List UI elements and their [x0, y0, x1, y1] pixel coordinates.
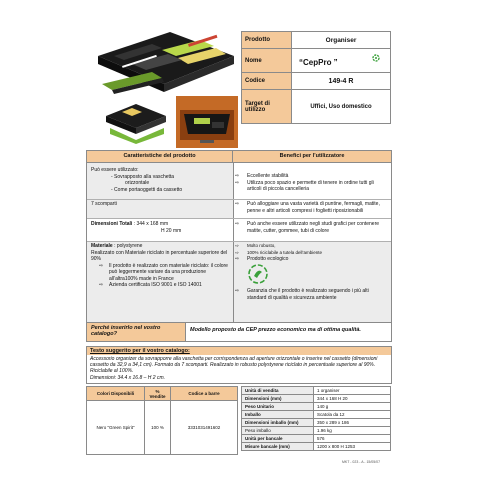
- benefit-text: Utilizza poco spazio e permette di tenere in ordine tutti gli articoli di piccola cancelleria: [247, 179, 374, 192]
- value-codice: 149-4 R: [292, 73, 391, 90]
- arrow-icon: ⇨: [235, 201, 240, 207]
- colors-cell: Nero “Green Spirit”: [87, 401, 145, 455]
- suggested-section: [86, 346, 392, 384]
- colors-cell: 100 %: [145, 401, 171, 455]
- logistics-label: Peso imballo: [242, 427, 314, 435]
- logistics-value: 1 organiser: [314, 387, 391, 395]
- feature-text: : polystyrene: [114, 243, 143, 249]
- features-header-right: Benefici per l’utilizzatore: [233, 151, 391, 163]
- feature-row3-left: [91, 221, 231, 234]
- benefit-text: 100% riciclabile a tutela dell’ambiente: [247, 249, 323, 255]
- benefit-text: Garanzia che il prodotto è realizzato seguendo i più alti standard di qualità e sicurezza ambiente: [247, 288, 369, 301]
- feature-text: Può essere utilizzato:: [91, 167, 139, 173]
- logistics-value: 1200 x 800 H 1253: [314, 443, 391, 451]
- logistics-value: 1.96 kg: [314, 427, 391, 435]
- logistics-table: [241, 386, 391, 451]
- logistics-label: Dimensioni (mm): [242, 395, 314, 403]
- logistics-value: 140 g: [314, 403, 391, 411]
- why-answer: [186, 322, 392, 342]
- feature-text: H 20 mm: [161, 227, 182, 234]
- benefit-row1: [235, 173, 389, 193]
- logistics-label: Misure bancale (mm): [242, 443, 314, 451]
- product-photo-stack: [102, 98, 170, 144]
- colors-table: [86, 386, 238, 455]
- why-question-text: Perché inserirlo nel vostro catalogo?: [91, 325, 161, 337]
- suggested-text: Accessorio organizer da sovrapporre alla vaschetta per corrispondenza ad aperture orizzontale o inserire nel cassetto (dimensioni cassetto da 32,9 a 34,1 cm). Formato da 7 scomparti. Realizzato in robusto polystyrene riciclato in percentuale superiore al 90%. Riciclabile al 100%.: [90, 356, 378, 374]
- logistics-label: Dimensioni imballo (mm): [242, 419, 314, 427]
- eco-logo-icon: [247, 263, 269, 285]
- footer-code: MKT - 023 - A - 15/05/07: [342, 460, 381, 464]
- benefit-text: Può anche essere utilizzato negli studi grafici per contenere matite, cutter, gommee, tubi di colore: [247, 221, 380, 234]
- product-info-table: [241, 31, 391, 124]
- arrow-icon: ⇨: [99, 262, 104, 269]
- feature-row2-left: 7 scomparti: [91, 201, 117, 207]
- arrow-icon: ⇨: [235, 173, 240, 179]
- feature-text: : 344 x 168 mm: [133, 221, 169, 227]
- why-answer-text: Modello proposto da CEP prezzo economico ma di ottima qualità.: [190, 327, 361, 333]
- benefit-text: Prodotto ecologico: [247, 256, 289, 262]
- benefit-row3: [235, 221, 389, 234]
- features-header-left: Caratteristiche del prodotto: [87, 151, 233, 163]
- value-prodotto: Organiser: [292, 32, 391, 49]
- benefit-row2: [235, 201, 389, 214]
- features-section: [86, 150, 392, 322]
- logistics-value: Scatola da 12: [314, 411, 391, 419]
- feature-text: orizzontale: [125, 180, 150, 186]
- benefit-text: Eccellente stabilità: [247, 173, 289, 179]
- suggested-title: Testo suggerito per il vostro catalogo:: [87, 347, 391, 355]
- logistics-value: 350 x 289 x 186: [314, 419, 391, 427]
- arrow-icon: ⇨: [235, 243, 239, 248]
- colors-header: Colori Disponibili: [87, 387, 145, 401]
- arrow-icon: ⇨: [235, 179, 240, 186]
- label-prodotto: Prodotto: [242, 32, 292, 49]
- benefit-text: Molto robusto,: [247, 243, 276, 248]
- logistics-label: Peso Unitario: [242, 403, 314, 411]
- arrow-icon: ⇨: [235, 288, 240, 294]
- feature-text: - Come portaoggetti da cassetto: [111, 186, 183, 193]
- logistics-label: Unità di vendita: [242, 387, 314, 395]
- recycle-logo-icon: [370, 52, 382, 64]
- feature-text: Il prodotto è realizzato con materiale riciclato: il colore può leggermente variare da una produzione all’altra100% made in France: [109, 262, 228, 282]
- label-nome: Nome: [242, 49, 292, 73]
- feature-text: - Sovrapposto alla vaschetta: [111, 173, 175, 180]
- logistics-value: 576: [314, 435, 391, 443]
- value-nome: “CepPro ”: [299, 58, 338, 67]
- feature-label: Materiale: [91, 243, 113, 249]
- colors-cell: 3331031491602: [171, 401, 238, 455]
- colors-header: Codice a barre: [171, 387, 238, 401]
- arrow-icon: ⇨: [235, 249, 239, 255]
- why-question: [86, 322, 186, 342]
- benefit-text: Può alloggiare una vasta varietà di puntine, fermagli, matite, penne e altri articoli compresi i foglietti riposizionabili: [247, 201, 380, 214]
- product-photo-drawer: [176, 96, 238, 148]
- logistics-label: Unità per bancale: [242, 435, 314, 443]
- feature-text: Azienda certificata ISO 9001 e ISO 14001: [109, 282, 202, 288]
- feature-label: Dimensioni Totali: [91, 221, 133, 227]
- suggested-dimensions: Dimensioni: 34.4 x 16.8 – H 2 cm.: [90, 375, 166, 381]
- arrow-icon: ⇨: [235, 256, 240, 262]
- benefit-row4: [235, 243, 389, 263]
- label-codice: Codice: [242, 73, 292, 90]
- feature-row1-left: [91, 167, 231, 193]
- feature-text: Realizzato con Materiale riciclato in percentuale superiore del 90%: [91, 249, 228, 262]
- feature-row4-left: [91, 243, 231, 289]
- label-target: Target di utilizzo: [242, 90, 292, 124]
- arrow-icon: ⇨: [235, 221, 240, 227]
- logistics-label: Imballo: [242, 411, 314, 419]
- logistics-value: 344 x 168 H 20: [314, 395, 391, 403]
- arrow-icon: ⇨: [99, 282, 104, 288]
- colors-header: % Vendite: [145, 387, 171, 401]
- product-photo-top: [92, 26, 238, 104]
- value-target: Uffici, Uso domestico: [292, 90, 391, 124]
- benefit-row4-guarantee: [235, 288, 389, 301]
